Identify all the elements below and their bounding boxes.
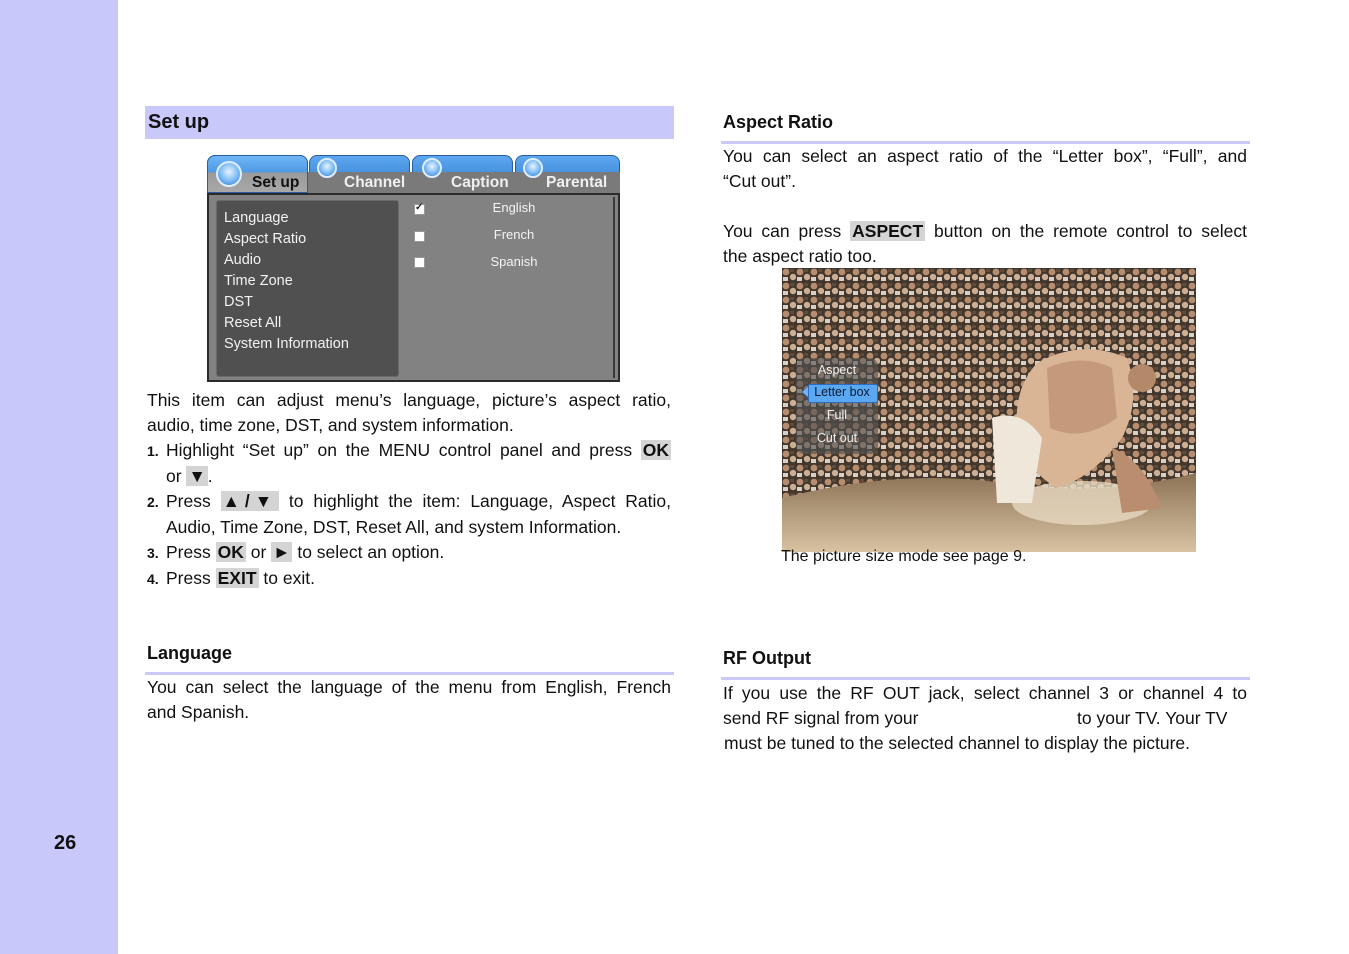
- rf-line-2: [723, 706, 1247, 731]
- aspect-option-full[interactable]: Full: [826, 408, 848, 422]
- option-spanish-label[interactable]: Spanish: [490, 254, 538, 269]
- step-2-line-2: Audio, Time Zone, DST, Reset All, and system Information.: [166, 517, 622, 537]
- menu-item-audio[interactable]: Audio: [224, 252, 262, 268]
- step-1-or: or: [166, 466, 187, 486]
- menu-item-time-zone[interactable]: Time Zone: [224, 273, 293, 289]
- step-1-line-2: [147, 464, 671, 489]
- down-arrow-key: ▼: [188, 466, 206, 486]
- step-3: [147, 540, 671, 566]
- menu-item-language[interactable]: Language: [224, 210, 289, 226]
- ok-key-2: OK: [217, 542, 244, 562]
- intro-line-1: This item can adjust menu’s language, picture’s aspect ratio,: [147, 390, 671, 410]
- rf-line-3: must be tuned to the selected channel to display the picture.: [724, 733, 1190, 753]
- wrestling-photo: [782, 268, 1196, 552]
- step-3-press: Press: [166, 542, 216, 562]
- language-description: [147, 675, 671, 725]
- tab-label-caption: Caption: [451, 174, 509, 191]
- rf-description: [723, 681, 1247, 756]
- option-spanish-checkbox[interactable]: [414, 257, 425, 268]
- step-2-press: Press: [166, 491, 221, 511]
- language-line-1: You can select the language of the menu from English, French: [147, 677, 671, 697]
- step-4: [147, 566, 671, 592]
- setup-tab-icon: [216, 161, 242, 187]
- language-line-2: and Spanish.: [147, 702, 250, 722]
- step-2: [147, 489, 671, 515]
- step-4-press: Press: [166, 568, 216, 588]
- step-4-text: to exit.: [258, 568, 315, 588]
- aspect-press-a: You can press: [723, 221, 851, 241]
- menu-scrollbar: [613, 197, 615, 378]
- check-icon: ✓: [415, 202, 424, 213]
- aspect-press-line-2: the aspect ratio too.: [723, 246, 877, 266]
- page-sidebar: [0, 0, 118, 954]
- step-1-period: .: [207, 466, 213, 486]
- menu-item-reset-all[interactable]: Reset All: [224, 315, 282, 331]
- option-french-label[interactable]: French: [493, 227, 535, 242]
- rf-line-2a: send RF signal from your: [723, 708, 919, 728]
- step-3-text: to select an option.: [292, 542, 445, 562]
- aspect-line-1: You can select an aspect ratio of the “Letter box”, “Full”, and: [723, 146, 1247, 166]
- tab-label-setup: Set up: [252, 174, 300, 191]
- menu-tabs: [207, 155, 620, 193]
- page-number: 26: [54, 832, 77, 854]
- photo-caption: The picture size mode see page 9.: [781, 548, 1027, 565]
- exit-key: EXIT: [217, 568, 257, 588]
- parental-tab-icon: [523, 158, 543, 178]
- setup-description: [147, 388, 671, 592]
- option-english-checkbox[interactable]: [414, 204, 425, 215]
- aspect-description: [723, 144, 1247, 269]
- tab-label-parental: Parental: [546, 174, 608, 191]
- option-english-label[interactable]: English: [492, 200, 536, 215]
- rf-line-1: If you use the RF OUT jack, select channel 3 or channel 4 to: [723, 683, 1247, 703]
- section-title: Set up: [145, 106, 674, 139]
- rf-rule: [721, 677, 1250, 680]
- aspect-line-2: “Cut out”.: [723, 171, 796, 191]
- step-3-number: 3.: [147, 545, 159, 561]
- up-down-key: ▲/▼: [222, 491, 278, 511]
- channel-tab-icon: [317, 158, 337, 178]
- aspect-option-cut-out[interactable]: Cut out: [816, 431, 858, 445]
- intro-line-2: audio, time zone, DST, and system information.: [147, 415, 514, 435]
- option-french-checkbox[interactable]: [414, 231, 425, 242]
- step-1-text: Highlight “Set up” on the MENU control panel and press: [166, 440, 641, 460]
- right-arrow-key: ►: [273, 542, 291, 562]
- aspect-press-b: button on the remote control to select: [925, 221, 1247, 241]
- aspect-key: ASPECT: [852, 221, 924, 241]
- step-2-number: 2.: [147, 494, 159, 510]
- language-heading: Language: [147, 643, 233, 663]
- rf-heading: RF Output: [723, 648, 811, 668]
- step-3-or: or: [245, 542, 272, 562]
- step-1: [147, 438, 671, 464]
- aspect-ratio-popup: [796, 358, 878, 454]
- rf-line-2b: to your TV. Your TV: [1077, 708, 1228, 728]
- menu-item-list: [216, 200, 399, 377]
- tab-label-channel: Channel: [344, 174, 406, 191]
- step-1-number: 1.: [147, 443, 159, 459]
- step-2-text: to highlight the item: Language, Aspect Ratio,: [279, 491, 671, 511]
- menu-item-aspect-ratio[interactable]: Aspect Ratio: [224, 231, 307, 247]
- tv-setup-menu: [207, 155, 620, 382]
- menu-item-dst[interactable]: DST: [224, 294, 253, 310]
- aspect-option-letter-box[interactable]: Letter box: [814, 385, 870, 399]
- caption-tab-icon: [422, 158, 442, 178]
- aspect-heading: Aspect Ratio: [723, 112, 834, 132]
- aspect-popup-title: Aspect: [817, 363, 857, 377]
- menu-item-system-information[interactable]: System Information: [224, 336, 349, 352]
- ok-key: OK: [642, 440, 669, 460]
- aspect-press-line: [723, 219, 1247, 244]
- step-4-number: 4.: [147, 571, 159, 587]
- aspect-spacer: [723, 194, 1247, 219]
- menu-body: [207, 193, 620, 382]
